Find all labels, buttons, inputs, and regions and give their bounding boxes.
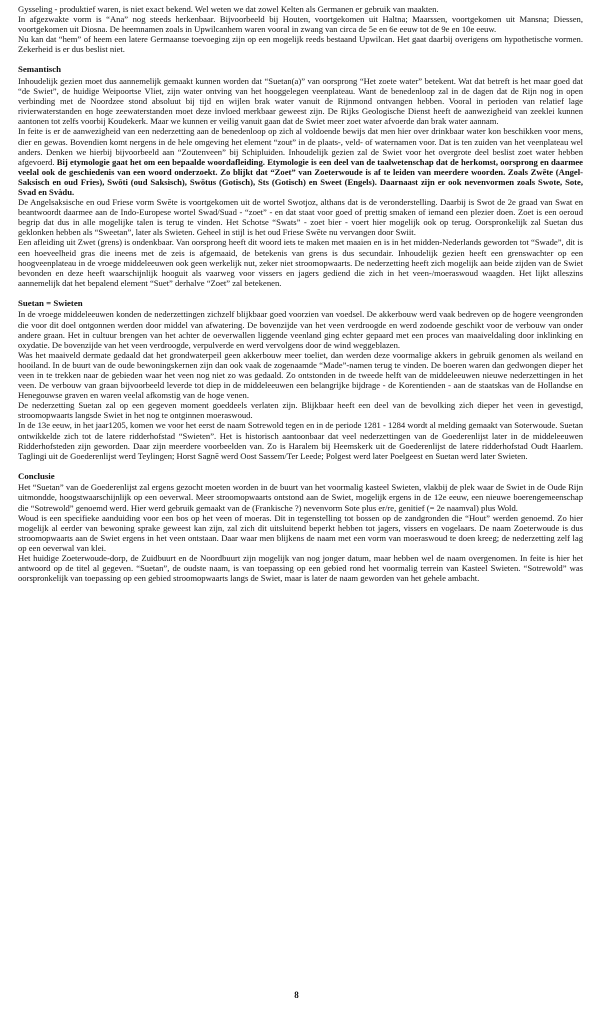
semantisch-paragraph-4: Een afleiding uit Zwet (grens) is ondenkbaar. Van oorsprong heeft dit woord iets te maken met maaien en is in het midden-Nederlands geworden tot “Swade”, dit is een hoeveelheid gras die ineens met de zeis is afgemaaid, de betekenis van grens is dus secundair. Inhoudelijk gezien heeft een grenswachter op een hoogveenplateau in de vroege middeleeuwen ook geen werkelijk nut, zeker niet stroomopwaarts. De nederzetting heeft zich mogelijk aan beide zijden van de Swiet bevonden en deze heeft waarschijnlijk hooguit als vaarweg voor vissers en jagers gediend die zich in het veen-/moeraswoud waagden. Het lijkt alleszins aannemelijk dat het bepalend element “Suet” derhalve “Zoet” zal betekenen. xyxy=(18,237,583,288)
conclusie-paragraph-3: Het huidige Zoeterwoude-dorp, de Zuidbuurt en de Noordbuurt zijn mogelijk van nog jonger datum, maar hebben wel de naam overgenomen. In feite is hier het antwoord op de titel al gegeven. “Suetan”, de oudste naam, is van toepassing op een gebied rond het voormalig terrein van Kasteel Swieten. “Sotrewold” was oorspronkelijk van toepassing op een gebied stroomopwaarts langs de Swiet, maar is later de naam geworden van het gehele ambacht. xyxy=(18,553,583,584)
etymologie-bold-text: Bij etymologie gaat het om een bepaalde woordafleiding. Etymologie is een deel van de taalwetenschap dat de herkomst, oorsprong en daarmee veelal ook de geschiedenis van een woord onderzoekt. Zo blijkt dat “Zoet” van Zoeterwoude is af te leiden van meerdere woorden. Zoals Zwēte (Angel-Saksisch en oud Fries), Swōti (oud Saksisch), Swōtus (Gotisch), Sts (Gotisch) en Sweet (Engels). Daarnaast zijn er ook nevenvormen zoals Swote, Sote, Svad en Svàdu. xyxy=(18,156,583,197)
suetan-paragraph-4: In de 13e eeuw, in het jaar1205, komen we voor het eerst de naam Sotrewold tegen en in de periode 1281 - 1284 wordt al melding gemaakt van Soterwoude. Suetan ontwikkelde zich tot de latere ridderhofstad “Swieten”. Het is historisch aantoonbaar dat veel nederzettingen van de Goederenlijst later in de middeleeuwen Ridderhofsteden zijn geworden. Daar zijn meerdere voorbeelden van. Zo is Haralem bij Heemskerk uit de Goederenlijst de latere ridderhofstad Oudt Haarlem. Taglingi uit de Goederenlijst werd Teylingen; Horst Sagnē werd Oost Sassem/Ter Leede; Polgest werd later Poelgeest en Suetan werd later Swieten. xyxy=(18,420,583,461)
conclusie-paragraph-1: Het “Suetan” van de Goederenlijst zal ergens gezocht moeten worden in de buurt van het voormalig kasteel Swieten, vlakbij de plek waar de Swiet in de Oude Rijn uitmondde, hoogstwaarschijnlijk op een oeverwal. Meer stroomopwaarts ontstond aan de Swiet, mogelijk ergens in de 12e eeuw, een nieuwe boerengemeenschap die “Sotrewold” genoemd werd. Hier werd gebruik gemaakt van de (Frankische ?) nevenvorm Sote plus er/re, genitief (= 2e naamval) plus Wold. xyxy=(18,482,583,513)
section-heading-suetan-swieten: Suetan = Swieten xyxy=(18,297,83,308)
suetan-paragraph-2: Was het maaiveld dermate gedaald dat het grondwaterpeil geen akkerbouw meer toeliet, dan werden deze voormalige akkers in gebruik genomen als weiland en hooiland. In de buurt van de oude bewoningskernen zijn dan ook vaak de zogenaamde “Made”-namen terug te vinden. De boeren waren dan gedwongen dieper het veen in te trekken naar de gebieden waar het veen nog niet zo was gedaald. Zo ontstonden in de tweede helft van de middeleeuwen nieuwe nederzettingen in het veen. De verbouw van graan bijvoorbeeld leverde tot diep in de middeleeuwen een belangrijke bijdrage - de Korentienden - aan de staatskas van de Hollandse en Henegouwse graven en waren veelal afkomstig van de hoge venen. xyxy=(18,349,583,401)
section-heading-conclusie: Conclusie xyxy=(18,470,55,481)
semantisch-paragraph-1: Inhoudelijk gezien moet dus aannemelijk gemaakt kunnen worden dat “Suetan(a)” van oorsprong “Het zoete water” betekent. Wat dat betreft is het maar goed dat “de Swiet”, de huidige Weipoortse Vliet, zijn water ontving van het hooggelegen veenplateau. Want de benedenloop zal in de dagen dat de Rijn nog in open verbinding met de Noordzee stond absoluut bij tijd en wijlen brak water vanuit de Rijnmond ontvangen hebben. Vooral in perioden van relatief lage rivierwaterstanden en hoge zeewaterstanden moet deze invloed merkbaar geweest zijn. De Rijks Geologische Dienst heeft de aanwezigheid van zeeklei kunnen aantonen tot zelfs voorbij Koudekerk. Maar we kunnen er veilig vanuit gaan dat de Swiet meer zoet water afvoerde dan brak water aannam. xyxy=(18,75,583,127)
intro-paragraph-2: In afgezwakte vorm is “Ana” nog steeds herkenbaar. Bijvoorbeeld bij Houten, voortgekomen uit Haltna; Maarssen, voortgekomen uit Mansna; Diessen, voortgekomen uit Diosna. De heemnamen zoals in Upwilcanhem waren vooral in zwang van circa de 5e en 6e eeuw tot de 9e en 10e eeuw. xyxy=(18,14,583,35)
section-heading-semantisch: Semantisch xyxy=(18,64,62,75)
semantisch-paragraph-2-text: In feite is er de aanwezigheid van een nederzetting aan de benedenloop op zich al voldoende bewijs dat men hier over drinkbaar water kon beschikken voor mens, dier en gewas. Bovendien komt nergens in de hele omgeving het element “zout” in de plaats-, veld- of waternamen voor. Dat is ten zuiden van het veenplateau wel anders. Denken we hierbij bijvoorbeeld aan “Zoutenveen” bij Schipluiden. Inhoudelijk gezien zal de Swiet voor het overgrote deel beslist zoet water hebben afgevoerd. xyxy=(18,126,583,167)
intro-paragraph-1: Gysseling - produktief waren, is niet exact bekend. Wel weten we dat zowel Kelten als Germanen er gebruik van maakten. xyxy=(18,4,439,14)
page-number: 8 xyxy=(294,990,299,1000)
semantisch-paragraph-2 xyxy=(18,126,583,197)
semantisch-paragraph-3: De Angelsaksische en oud Friese vorm Swēte is voortgekomen uit de wortel Swotjoz, althans dat is de veronderstelling. Daarbij is Swot de 2e graad van Swat en beantwoordt daarmee aan de Indo-Europese wortel Swad/Suad - “zoet” - en dat staat voor goed of prettig smaken of iemand een plezier doen. Zoet is een oeroud begrip dat dus in alle mogelijke talen is terug te vinden. Het Schotse “Swats” - zoet bier - voert hier mogelijk ook op terug. Oorspronkelijk zal Suetan dus geklonken hebben als “Sweetan”, later als Swieten. Geheel in stijl is het oud Friese Swēte nu vervangen door Swiit. xyxy=(18,197,583,238)
suetan-paragraph-3: De nederzetting Suetan zal op een gegeven moment goeddeels verlaten zijn. Blijkbaar heeft een deel van de bevolking zich dieper het veen in gevestigd, stroomopwaarts langsde Swiet in het nog te ontginnen moeraswoud. xyxy=(18,400,583,421)
conclusie-paragraph-2: Woud is een specifieke aanduiding voor een bos op het veen of moeras. Dit in tegenstelling tot bossen op de zandgronden die “Hout” werden genoemd. Zo hier mogelijk al eerder van bewoning sprake geweest kan zijn, zal zich dit uitsluitend beperkt hebben tot jagers, vissers en vogelaars. De naam Zoeterwoude is dus stroomopwaarts aan de Swiet ergens in het veen ontstaan. Daar waar men blijkens de naam met een vorm van moeraswoud te doen kreeg; de nederzetting zelf lag op een oeverwal van klei. xyxy=(18,512,583,553)
intro-paragraph-3: Nu kan dat “hem” of heem een latere Germaanse toevoeging zijn op een mogelijk reeds bestaand Upwilcan. Het gaat daarbij overigens om hypothetische vormen. Zekerheid is er dus beslist niet. xyxy=(18,34,583,55)
suetan-paragraph-1: In de vroege middeleeuwen konden de nederzettingen zichzelf blijkbaar goed voorzien van voedsel. De akkerbouw werd vaak bedreven op de hogere veengronden die voor dit doel ontgonnen werden door middel van afwatering. De bovenzijde van het veen verdroogde en werd zodoende geschikt voor de verbouw van onder andere graan. Het in cultuur brengen van het achter de oeverwallen liggende veenland ging echter gepaard met een proces van maaiveldaling door inklinking en oxydatie. De bovenzijde van het veen verdroogde, verpulverde en werd vervolgens door de wind weggeblazen. xyxy=(18,309,583,350)
document-body xyxy=(18,4,583,583)
